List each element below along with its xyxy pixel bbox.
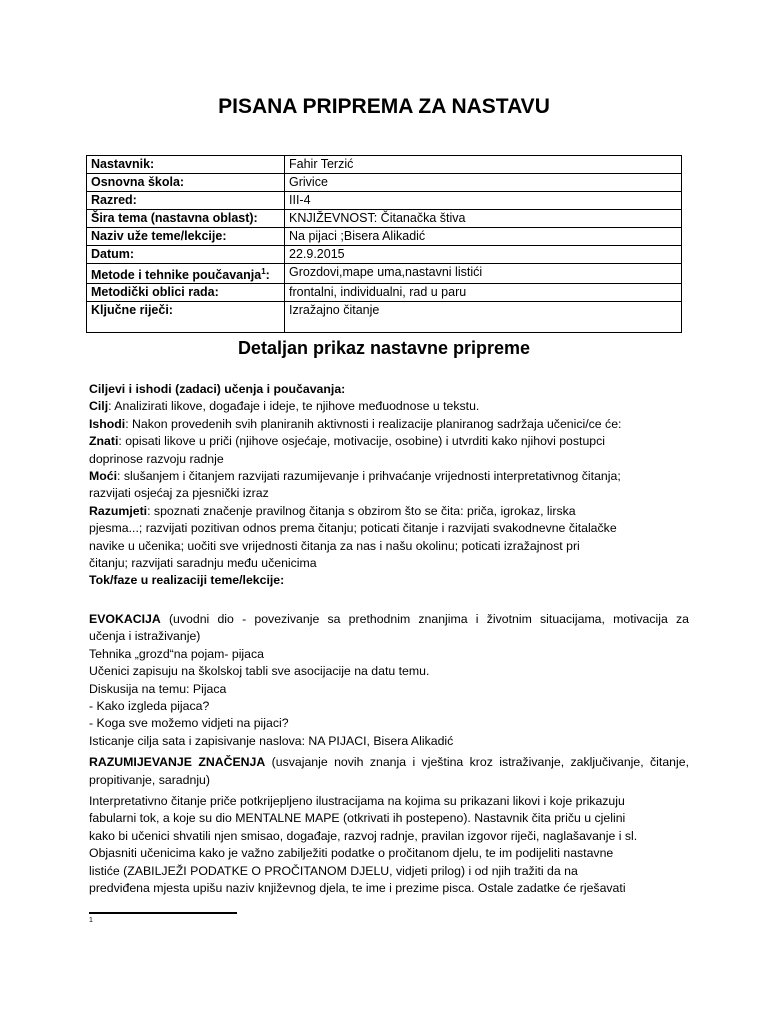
evokacija-line: - Koga sve možemo vidjeti na pijaci? [89, 716, 289, 731]
znati-text: : opisati likove u priči (njihove osjećaje, motivacije, osobine) i utvrditi kako njihovi postupci [118, 434, 606, 449]
razumijevanje-label: RAZUMIJEVANJE ZNAČENJA [89, 755, 266, 770]
footnote-separator [89, 912, 237, 914]
row-value: Grozdovi,mape uma,nastavni listići [285, 264, 682, 284]
znati-continued: doprinose razvoju radnje [89, 451, 224, 466]
razumijevanje-desc: (usvajanje novih znanja i vještina kroz istraživanje, zaključivanje, čitanje, [265, 755, 689, 770]
row-label: Osnovna škola: [87, 174, 285, 192]
row-label-text: Metode i tehnike poučavanja [91, 268, 262, 283]
razumjeti-continued: čitanju; razvijati saradnju među učenicima [89, 556, 317, 571]
row-label [87, 264, 285, 284]
razumjeti-paragraph [89, 503, 689, 520]
znati-label: Znati [89, 434, 119, 449]
row-label: Nastavnik: [87, 156, 285, 174]
table-row [87, 284, 682, 302]
moci-label: Moći [89, 469, 118, 484]
footnote-ref[interactable]: 1 [261, 267, 266, 276]
evokacija-label: EVOKACIJA [89, 611, 161, 626]
row-value: KNJIŽEVNOST: Čitanačka štiva [285, 210, 682, 228]
evokacija-line: Učenici zapisuju na školskoj tabli sve asocijacije na datu temu. [89, 664, 430, 679]
row-label: Metodički oblici rada: [87, 284, 285, 302]
cilj-text: : Analizirati likove, događaje i ideje, te njihove međuodnose u tekstu. [108, 399, 480, 414]
ishodi-paragraph [89, 416, 689, 433]
evokacija-line: - Kako izgleda pijaca? [89, 698, 210, 713]
row-label: Naziv uže teme/lekcije: [87, 228, 285, 246]
razumijevanje-line: listiće (ZABILJEŽI PODATKE O PROČITANOM DJELU, vidjeti prilog) i od njih tražiti da na [89, 863, 578, 878]
razumijevanje-desc-continued: propitivanje, saradnju) [89, 772, 210, 787]
moci-text: : slušanjem i čitanjem razvijati razumijevanje i prihvaćanje vrijednosti interpretativnog čitanja; [117, 469, 621, 484]
row-value: frontalni, individualni, rad u paru [285, 284, 682, 302]
moci-paragraph [89, 468, 689, 485]
znati-paragraph [89, 433, 689, 450]
razumijevanje-line: fabularni tok, a koje su dio MENTALNE MAPE (otkrivati ih postepeno). Nastavnik čita priču u cjelini [89, 811, 626, 826]
razumjeti-continued: navike u učenika; uočiti sve vrijednosti čitanja za nas i našu okolinu; poticati izražajnost pri [89, 538, 580, 553]
table-row [87, 210, 682, 228]
razumjeti-text: : spoznati značenje pravilnog čitanja s obzirom što se čita: priča, igrokaz, lirska [147, 503, 576, 518]
ishodi-label: Ishodi [89, 416, 126, 431]
table-row [87, 192, 682, 210]
razumjeti-continued: pjesma...; razvijati pozitivan odnos prema čitanju; poticati čitanje i razvijati svakodnevne čitalačke [89, 521, 617, 536]
evokacija-line: Isticanje cilja sata i zapisivanje naslova: NA PIJACI, Bisera Alikadić [89, 733, 454, 748]
razumijevanje-line: Objasniti učenicima kako je važno zabilježiti podatke o pročitanom djelu, te im podijeliti nastavne [89, 846, 614, 861]
evokacija-desc: (uvodni dio - povezivanje sa prethodnim znanjima i životnim situacijama, motivacija za [160, 611, 689, 626]
row-label: Razred: [87, 192, 285, 210]
row-value: Grivice [285, 174, 682, 192]
cilj-label: Cilj [89, 399, 109, 414]
table-row [87, 302, 682, 333]
razumjeti-label: Razumjeti [89, 503, 148, 518]
row-value: Fahir Terzić [285, 156, 682, 174]
document-title: PISANA PRIPREMA ZA NASTAVU [218, 95, 550, 118]
row-label: Šira tema (nastavna oblast): [87, 210, 285, 228]
evokacija-desc-continued: učenja i istraživanje) [89, 629, 201, 644]
ishodi-text: : Nakon provedenih svih planiranih aktivnosti i realizacije planiranog sadržaja učenici/ce će: [125, 416, 622, 431]
spacer [89, 590, 689, 607]
footnote-mark: 1 [89, 917, 93, 924]
info-table [86, 155, 682, 333]
goals-heading: Ciljevi i ishodi (zadaci) učenja i poučavanja: [89, 382, 346, 396]
evokacija-line: Tehnika „grozd“na pojam- pijaca [89, 646, 264, 661]
row-label-colon: : [265, 268, 270, 283]
cilj-paragraph [89, 398, 689, 415]
evokacija-heading [89, 611, 689, 628]
table-row [87, 246, 682, 264]
document-body [89, 381, 689, 897]
row-label: Datum: [87, 246, 285, 264]
row-value: Izražajno čitanje [285, 302, 682, 333]
evokacija-line: Diskusija na temu: Pijaca [89, 681, 227, 696]
razumijevanje-heading [89, 754, 689, 771]
table-row [87, 228, 682, 246]
row-value: 22.9.2015 [285, 246, 682, 264]
table-row [87, 174, 682, 192]
tok-heading: Tok/faze u realizaciji teme/lekcije: [89, 573, 285, 588]
section-title: Detaljan prikaz nastavne pripreme [237, 338, 531, 358]
table-row [87, 156, 682, 174]
razumijevanje-line: Interpretativno čitanje priče potkrijepljeno ilustracijama na kojima su prikazani likovi i koje prikazuju [89, 793, 625, 808]
row-value: III-4 [285, 192, 682, 210]
moci-continued: razvijati osjećaj za pjesnički izraz [89, 486, 269, 501]
table-row [87, 264, 682, 284]
razumijevanje-line: predviđena mjesta upišu naziv književnog djela, te ime i prezime pisca. Ostale zadatke će rješavati [89, 880, 626, 895]
row-label: Ključne riječi: [87, 302, 285, 333]
razumijevanje-line: kako bi učenici shvatili njen smisao, događaje, razvoj radnje, pravilan izgovor riječi, naglašavanje i sl. [89, 828, 638, 843]
row-value: Na pijaci ;Bisera Alikadić [285, 228, 682, 246]
